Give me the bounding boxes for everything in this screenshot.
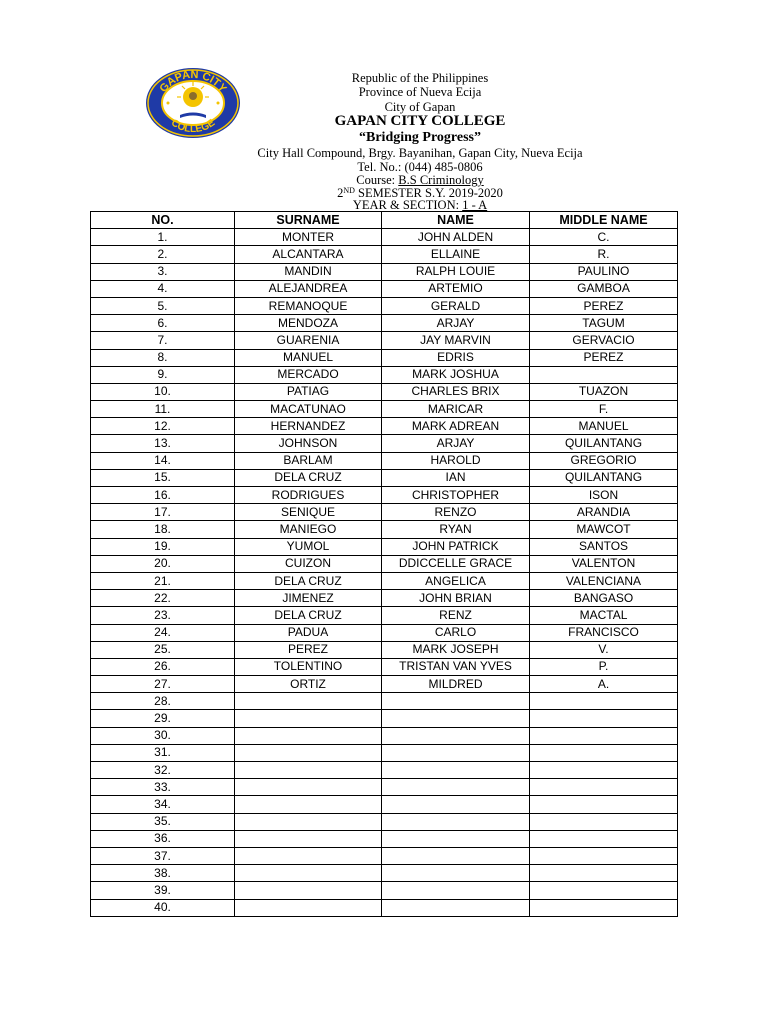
table-row bbox=[91, 762, 678, 779]
cell-middle-name: R. bbox=[530, 246, 678, 263]
cell-surname bbox=[235, 762, 382, 779]
cell-middle-name bbox=[530, 762, 678, 779]
cell-number: 18. bbox=[91, 521, 235, 538]
cell-surname bbox=[235, 899, 382, 916]
cell-name bbox=[382, 865, 530, 882]
cell-middle-name bbox=[530, 830, 678, 847]
cell-middle-name: PAULINO bbox=[530, 263, 678, 280]
table-row bbox=[91, 297, 678, 314]
cell-name: CHRISTOPHER bbox=[382, 487, 530, 504]
cell-name: ARTEMIO bbox=[382, 280, 530, 297]
cell-number: 24. bbox=[91, 624, 235, 641]
cell-middle-name bbox=[530, 710, 678, 727]
course-line bbox=[0, 173, 768, 187]
table-row bbox=[91, 280, 678, 297]
cell-surname bbox=[235, 813, 382, 830]
cell-surname: RODRIGUES bbox=[235, 487, 382, 504]
cell-name: MARICAR bbox=[382, 401, 530, 418]
cell-surname: JOHNSON bbox=[235, 435, 382, 452]
table-row bbox=[91, 813, 678, 830]
table-row bbox=[91, 779, 678, 796]
cell-surname: MERCADO bbox=[235, 366, 382, 383]
cell-name bbox=[382, 796, 530, 813]
cell-surname: SENIQUE bbox=[235, 504, 382, 521]
cell-middle-name: C. bbox=[530, 229, 678, 246]
cell-middle-name bbox=[530, 899, 678, 916]
table-row bbox=[91, 590, 678, 607]
cell-number: 26. bbox=[91, 658, 235, 675]
cell-surname bbox=[235, 727, 382, 744]
cell-number: 10. bbox=[91, 383, 235, 400]
cell-name bbox=[382, 710, 530, 727]
header-surname: SURNAME bbox=[235, 212, 382, 229]
cell-surname: YUMOL bbox=[235, 538, 382, 555]
cell-middle-name: TUAZON bbox=[530, 383, 678, 400]
college-name: GAPAN CITY COLLEGE bbox=[334, 113, 506, 129]
table-row bbox=[91, 607, 678, 624]
table-row bbox=[91, 710, 678, 727]
table-row bbox=[91, 383, 678, 400]
section-value: 1 - A bbox=[462, 198, 488, 212]
cell-name: GERALD bbox=[382, 297, 530, 314]
cell-name bbox=[382, 727, 530, 744]
cell-surname: MENDOZA bbox=[235, 315, 382, 332]
cell-middle-name: F. bbox=[530, 401, 678, 418]
cell-name: HAROLD bbox=[382, 452, 530, 469]
table-row bbox=[91, 332, 678, 349]
cell-surname bbox=[235, 693, 382, 710]
table-row bbox=[91, 504, 678, 521]
cell-middle-name: MANUEL bbox=[530, 418, 678, 435]
cell-surname: TOLENTINO bbox=[235, 658, 382, 675]
table-row bbox=[91, 641, 678, 658]
table-row bbox=[91, 744, 678, 761]
college-motto: “Bridging Progress” bbox=[359, 130, 481, 145]
cell-number: 2. bbox=[91, 246, 235, 263]
seal-top-text: GAPAN CITY bbox=[157, 68, 229, 95]
cell-middle-name: MAWCOT bbox=[530, 521, 678, 538]
cell-middle-name: PEREZ bbox=[530, 297, 678, 314]
cell-name: MARK JOSEPH bbox=[382, 641, 530, 658]
cell-middle-name: BANGASO bbox=[530, 590, 678, 607]
cell-number: 30. bbox=[91, 727, 235, 744]
cell-number: 27. bbox=[91, 676, 235, 693]
cell-name bbox=[382, 847, 530, 864]
cell-name bbox=[382, 744, 530, 761]
table-row bbox=[91, 847, 678, 864]
table-row bbox=[91, 555, 678, 572]
table-body bbox=[91, 229, 678, 917]
cell-surname: PATIAG bbox=[235, 383, 382, 400]
cell-middle-name bbox=[530, 796, 678, 813]
cell-middle-name: PEREZ bbox=[530, 349, 678, 366]
seal-bottom-text: COLLEGE bbox=[168, 117, 218, 136]
cell-name: JAY MARVIN bbox=[382, 332, 530, 349]
cell-surname bbox=[235, 847, 382, 864]
cell-middle-name bbox=[530, 366, 678, 383]
table-row bbox=[91, 830, 678, 847]
table-row bbox=[91, 349, 678, 366]
table-row bbox=[91, 229, 678, 246]
cell-middle-name: QUILANTANG bbox=[530, 435, 678, 452]
cell-name: TRISTAN VAN YVES bbox=[382, 658, 530, 675]
cell-name bbox=[382, 899, 530, 916]
cell-number: 29. bbox=[91, 710, 235, 727]
cell-number: 25. bbox=[91, 641, 235, 658]
cell-number: 9. bbox=[91, 366, 235, 383]
cell-surname: ALCANTARA bbox=[235, 246, 382, 263]
cell-surname: MACATUNAO bbox=[235, 401, 382, 418]
cell-name: JOHN BRIAN bbox=[382, 590, 530, 607]
cell-name: CHARLES BRIX bbox=[382, 383, 530, 400]
cell-middle-name bbox=[530, 779, 678, 796]
cell-number: 1. bbox=[91, 229, 235, 246]
header-middle-name: MIDDLE NAME bbox=[530, 212, 678, 229]
cell-name: RENZ bbox=[382, 607, 530, 624]
table-row bbox=[91, 624, 678, 641]
cell-name bbox=[382, 762, 530, 779]
cell-name: MILDRED bbox=[382, 676, 530, 693]
cell-surname: GUARENIA bbox=[235, 332, 382, 349]
table-row bbox=[91, 263, 678, 280]
cell-number: 20. bbox=[91, 555, 235, 572]
cell-middle-name bbox=[530, 727, 678, 744]
cell-name: ARJAY bbox=[382, 315, 530, 332]
header-republic: Republic of the Philippines bbox=[351, 71, 489, 85]
table-row bbox=[91, 882, 678, 899]
table-row bbox=[91, 246, 678, 263]
cell-number: 8. bbox=[91, 349, 235, 366]
cell-middle-name: VALENCIANA bbox=[530, 572, 678, 589]
cell-name bbox=[382, 882, 530, 899]
cell-surname: MANIEGO bbox=[235, 521, 382, 538]
cell-number: 33. bbox=[91, 779, 235, 796]
cell-number: 31. bbox=[91, 744, 235, 761]
cell-middle-name: FRANCISCO bbox=[530, 624, 678, 641]
cell-surname: MANDIN bbox=[235, 263, 382, 280]
header-city: City of Gapan bbox=[384, 100, 456, 114]
cell-surname bbox=[235, 796, 382, 813]
cell-middle-name: GREGORIO bbox=[530, 452, 678, 469]
cell-middle-name: GERVACIO bbox=[530, 332, 678, 349]
cell-surname: ORTIZ bbox=[235, 676, 382, 693]
cell-number: 22. bbox=[91, 590, 235, 607]
cell-surname: BARLAM bbox=[235, 452, 382, 469]
course-label: Course: bbox=[356, 173, 399, 187]
cell-middle-name: GAMBOA bbox=[530, 280, 678, 297]
table-row bbox=[91, 865, 678, 882]
cell-surname: MONTER bbox=[235, 229, 382, 246]
course-value: B.S Criminology bbox=[398, 173, 484, 187]
cell-number: 19. bbox=[91, 538, 235, 555]
cell-name: MARK JOSHUA bbox=[382, 366, 530, 383]
table-row bbox=[91, 401, 678, 418]
cell-surname: DELA CRUZ bbox=[235, 572, 382, 589]
cell-name: JOHN ALDEN bbox=[382, 229, 530, 246]
cell-number: 12. bbox=[91, 418, 235, 435]
cell-middle-name: V. bbox=[530, 641, 678, 658]
table-row bbox=[91, 521, 678, 538]
cell-number: 38. bbox=[91, 865, 235, 882]
cell-surname: HERNANDEZ bbox=[235, 418, 382, 435]
cell-name bbox=[382, 813, 530, 830]
semester-suffix: ND bbox=[343, 186, 355, 195]
table-row bbox=[91, 538, 678, 555]
cell-number: 34. bbox=[91, 796, 235, 813]
cell-middle-name bbox=[530, 865, 678, 882]
cell-middle-name: P. bbox=[530, 658, 678, 675]
cell-surname: MANUEL bbox=[235, 349, 382, 366]
section-line bbox=[0, 198, 768, 212]
cell-surname: JIMENEZ bbox=[235, 590, 382, 607]
cell-surname: ALEJANDREA bbox=[235, 280, 382, 297]
cell-number: 3. bbox=[91, 263, 235, 280]
cell-middle-name bbox=[530, 847, 678, 864]
cell-number: 7. bbox=[91, 332, 235, 349]
cell-number: 35. bbox=[91, 813, 235, 830]
cell-number: 4. bbox=[91, 280, 235, 297]
cell-number: 13. bbox=[91, 435, 235, 452]
table-row bbox=[91, 469, 678, 486]
cell-number: 17. bbox=[91, 504, 235, 521]
cell-middle-name bbox=[530, 813, 678, 830]
telephone-number: Tel. No.: (044) 485-0806 bbox=[357, 160, 483, 174]
cell-middle-name: QUILANTANG bbox=[530, 469, 678, 486]
table-row bbox=[91, 315, 678, 332]
college-address: City Hall Compound, Brgy. Bayanihan, Gapan City, Nueva Ecija bbox=[257, 146, 583, 160]
cell-name: IAN bbox=[382, 469, 530, 486]
cell-number: 14. bbox=[91, 452, 235, 469]
table-header-row bbox=[91, 212, 678, 229]
table-row bbox=[91, 418, 678, 435]
cell-number: 5. bbox=[91, 297, 235, 314]
cell-name: MARK ADREAN bbox=[382, 418, 530, 435]
table-row bbox=[91, 487, 678, 504]
table-row bbox=[91, 572, 678, 589]
table-row bbox=[91, 676, 678, 693]
cell-number: 6. bbox=[91, 315, 235, 332]
student-roster-table bbox=[90, 211, 678, 917]
cell-surname: CUIZON bbox=[235, 555, 382, 572]
table-row bbox=[91, 727, 678, 744]
cell-number: 37. bbox=[91, 847, 235, 864]
table-row bbox=[91, 658, 678, 675]
header-number: NO. bbox=[91, 212, 235, 229]
cell-number: 11. bbox=[91, 401, 235, 418]
cell-number: 32. bbox=[91, 762, 235, 779]
cell-middle-name: TAGUM bbox=[530, 315, 678, 332]
cell-middle-name: MACTAL bbox=[530, 607, 678, 624]
cell-number: 28. bbox=[91, 693, 235, 710]
cell-surname bbox=[235, 710, 382, 727]
table-row bbox=[91, 796, 678, 813]
cell-surname bbox=[235, 779, 382, 796]
cell-name: RYAN bbox=[382, 521, 530, 538]
section-label: YEAR & SECTION: bbox=[352, 198, 463, 212]
cell-number: 15. bbox=[91, 469, 235, 486]
table-row bbox=[91, 366, 678, 383]
cell-surname: PEREZ bbox=[235, 641, 382, 658]
cell-name: ANGELICA bbox=[382, 572, 530, 589]
cell-name: ELLAINE bbox=[382, 246, 530, 263]
table-row bbox=[91, 693, 678, 710]
cell-name bbox=[382, 830, 530, 847]
cell-middle-name bbox=[530, 744, 678, 761]
cell-name: CARLO bbox=[382, 624, 530, 641]
cell-middle-name bbox=[530, 882, 678, 899]
cell-name bbox=[382, 779, 530, 796]
semester-text: SEMESTER S.Y. 2019-2020 bbox=[354, 186, 503, 200]
cell-surname: DELA CRUZ bbox=[235, 607, 382, 624]
cell-surname bbox=[235, 830, 382, 847]
cell-surname bbox=[235, 882, 382, 899]
cell-name: ARJAY bbox=[382, 435, 530, 452]
semester-number: 2 bbox=[337, 186, 344, 200]
header-province: Province of Nueva Ecija bbox=[358, 85, 482, 99]
cell-middle-name: SANTOS bbox=[530, 538, 678, 555]
table-row bbox=[91, 899, 678, 916]
cell-number: 36. bbox=[91, 830, 235, 847]
cell-name bbox=[382, 693, 530, 710]
cell-name: RALPH LOUIE bbox=[382, 263, 530, 280]
cell-surname: DELA CRUZ bbox=[235, 469, 382, 486]
cell-middle-name: A. bbox=[530, 676, 678, 693]
cell-name: JOHN PATRICK bbox=[382, 538, 530, 555]
cell-surname bbox=[235, 744, 382, 761]
cell-middle-name: VALENTON bbox=[530, 555, 678, 572]
cell-surname: REMANOQUE bbox=[235, 297, 382, 314]
cell-name: DDICCELLE GRACE bbox=[382, 555, 530, 572]
cell-number: 16. bbox=[91, 487, 235, 504]
cell-number: 39. bbox=[91, 882, 235, 899]
cell-surname bbox=[235, 865, 382, 882]
cell-number: 21. bbox=[91, 572, 235, 589]
cell-name: RENZO bbox=[382, 504, 530, 521]
cell-middle-name: ARANDIA bbox=[530, 504, 678, 521]
cell-number: 23. bbox=[91, 607, 235, 624]
table-row bbox=[91, 435, 678, 452]
cell-middle-name: ISON bbox=[530, 487, 678, 504]
cell-name: EDRIS bbox=[382, 349, 530, 366]
header-name: NAME bbox=[382, 212, 530, 229]
cell-surname: PADUA bbox=[235, 624, 382, 641]
table-row bbox=[91, 452, 678, 469]
cell-number: 40. bbox=[91, 899, 235, 916]
cell-middle-name bbox=[530, 693, 678, 710]
